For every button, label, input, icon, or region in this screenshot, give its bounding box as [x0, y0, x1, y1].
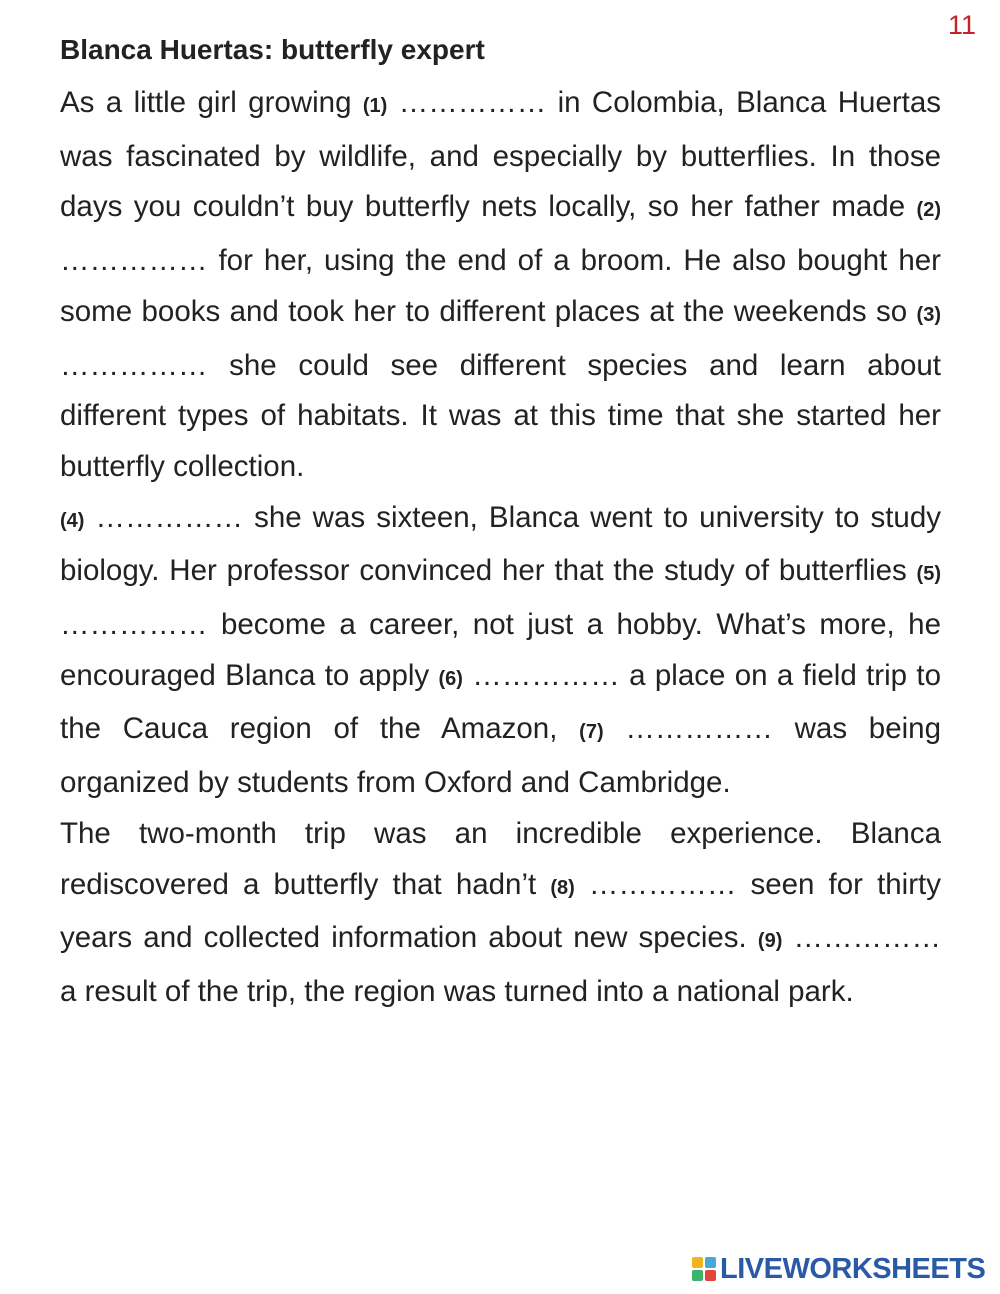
answer-blank-6[interactable]: …………… [472, 658, 620, 692]
paragraph-text: seen for thirty years and collected information about new species. [60, 867, 941, 955]
logo-square [705, 1270, 716, 1281]
logo-square [705, 1257, 716, 1268]
paragraph [60, 809, 941, 1018]
paragraph-text: she was sixteen, Blanca went to university to study biology. Her professor convinced her that the study of butterflies [60, 500, 941, 588]
article-body [60, 78, 941, 1018]
logo-square [692, 1270, 703, 1281]
paragraph-text: for her, using the end of a broom. He also bought her some books and took her to different places at the weekends so [60, 244, 941, 328]
gap-number-label: (3) [916, 303, 941, 326]
paragraph [60, 493, 941, 809]
gap-number-label: (8) [550, 876, 575, 899]
paragraph-text: in Colombia, Blanca Huertas was fascinated by wildlife, and especially by butterflies. In those days you couldn’t buy butterfly nets locally, so her father made [60, 86, 941, 224]
gap-number-label: (5) [916, 563, 941, 586]
answer-blank-2[interactable]: …………… [60, 244, 208, 278]
paragraph-text: The two-month trip was an incredible experience. Blanca rediscovered a butterfly that hadn’t [60, 816, 941, 901]
paragraph-text: become a career, not just a hobby. What’s more, he encouraged Blanca to apply [60, 608, 941, 692]
paragraph-text: As a little girl growing [60, 86, 363, 119]
gap-number-label: (7) [579, 721, 604, 744]
paragraph-text: a result of the trip, the region was turned into a national park. [60, 974, 854, 1008]
paragraph-text: a place on a field trip to the Cauca region of the Amazon, [60, 658, 941, 746]
liveworksheets-logo-icon [692, 1257, 716, 1281]
answer-blank-8[interactable]: …………… [588, 867, 737, 901]
gap-number-label: (1) [362, 95, 388, 117]
gap-number-label: (4) [60, 509, 85, 532]
gap-number-label: (6) [438, 667, 463, 690]
page-number: 11 [947, 10, 976, 40]
answer-blank-1[interactable]: …………… [398, 86, 547, 119]
gap-number-label: (2) [916, 199, 941, 222]
article [60, 28, 941, 1018]
footer-brand [692, 1253, 985, 1285]
paragraph [60, 78, 941, 493]
answer-blank-3[interactable]: …………… [60, 348, 208, 382]
brand-wordmark: LIVEWORKSHEETS [720, 1252, 986, 1285]
gap-number-label: (9) [757, 930, 783, 953]
logo-square [692, 1257, 703, 1268]
answer-blank-7[interactable]: …………… [625, 712, 773, 746]
answer-blank-4[interactable]: …………… [95, 500, 244, 534]
paragraph-text: she could see different species and learn about different types of habitats. It was at this time that she started her butterfly collection. [60, 348, 941, 483]
article-title: Blanca Huertas: butterfly expert [60, 34, 485, 65]
paragraph-text: was being organized by students from Oxford and Cambridge. [60, 712, 941, 800]
answer-blank-9[interactable]: …………… [793, 921, 942, 955]
answer-blank-5[interactable]: …………… [60, 608, 208, 642]
